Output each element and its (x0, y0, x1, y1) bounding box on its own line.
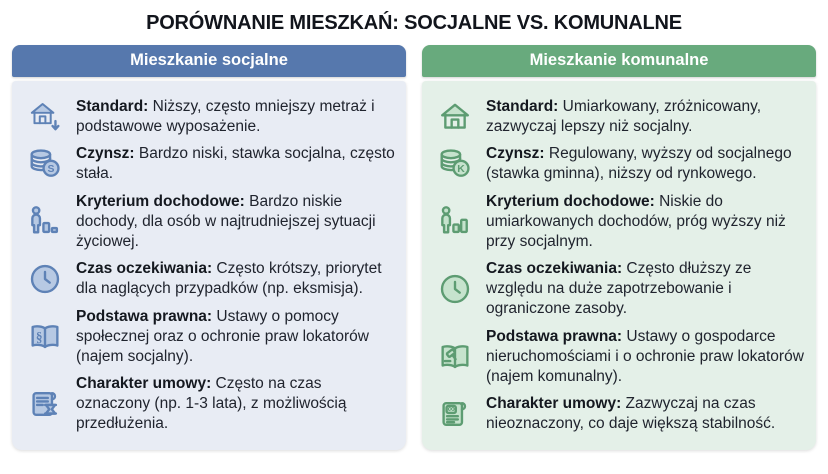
svg-text:∞: ∞ (447, 404, 455, 416)
comparison-board (0, 45, 828, 450)
row-label: Czynsz: (76, 145, 135, 163)
clock-icon (24, 260, 66, 298)
svg-text:S: S (47, 164, 55, 176)
row-description: Ustawy o pomocy społecznej oraz o ochronie praw lokatorów (najem socjalny). (76, 307, 369, 365)
column-komunalne-body (422, 81, 816, 450)
page-title: PORÓWNANIE MIESZKAŃ: SOCJALNE VS. KOMUNALNE (146, 12, 682, 34)
row-label: Charakter umowy: (486, 395, 622, 413)
row-text (486, 327, 806, 387)
row-description: Regulowany, wyższy od socjalnego (stawka gminna), niższy od rynkowego. (486, 145, 792, 183)
book-paragraph-icon (24, 318, 66, 356)
row-description: Bardzo niskie dochody, dla osób w najtrudniejszej sytuacji życiowej. (76, 192, 376, 250)
comparison-row-komunalne-2 (434, 192, 806, 252)
house-arrow-down-icon (24, 98, 66, 136)
row-label: Kryterium dochodowe: (76, 192, 245, 210)
coins-k-icon (434, 145, 476, 183)
coins-s-icon (24, 145, 66, 183)
row-label: Standard: (76, 97, 149, 115)
row-label: Charakter umowy: (76, 375, 212, 393)
scroll-hourglass-icon (24, 385, 66, 423)
row-text (486, 97, 806, 137)
row-text (76, 144, 396, 184)
book-gavel-icon (434, 338, 476, 376)
row-description: Niższy, często mniejszy metraż i podstawowe wyposażenie. (76, 97, 375, 135)
row-text (486, 259, 806, 319)
row-text (76, 97, 396, 137)
row-text (76, 307, 396, 367)
row-description: Niskie do umiarkowanych dochodów, próg wyższy niż przy socjalnym. (486, 192, 786, 250)
person-income-low-icon (24, 203, 66, 241)
svg-text:§: § (35, 329, 43, 345)
row-label: Podstawa prawna: (76, 307, 213, 325)
row-description: Zazwyczaj na czas nieoznaczony, co daje większą stabilność. (486, 395, 776, 433)
row-text (76, 374, 396, 434)
comparison-row-socjalne-4 (24, 307, 396, 367)
row-label: Kryterium dochodowe: (486, 192, 655, 210)
person-income-up-icon (434, 203, 476, 241)
row-label: Standard: (486, 97, 559, 115)
row-description: Bardzo niski, stawka socjalna, często stała. (76, 145, 395, 183)
comparison-row-socjalne-5 (24, 374, 396, 434)
column-socjalne-body (12, 81, 406, 450)
row-text (76, 192, 396, 252)
comparison-row-komunalne-4 (434, 327, 806, 387)
comparison-row-komunalne-5 (434, 394, 806, 434)
column-socjalne (12, 45, 406, 450)
row-label: Czas oczekiwania: (486, 260, 623, 278)
row-label: Czynsz: (486, 145, 545, 163)
scroll-infinity-icon (434, 395, 476, 433)
comparison-row-socjalne-3 (24, 259, 396, 299)
column-socjalne-header: Mieszkanie socjalne (12, 45, 406, 77)
row-description: Ustawy o gospodarce nieruchomościami i o ochronie praw lokatorów (najem komunalny). (486, 327, 804, 385)
clock-icon (434, 270, 476, 308)
comparison-row-komunalne-1 (434, 144, 806, 184)
comparison-row-komunalne-3 (434, 259, 806, 319)
row-description: Umiarkowany, zróżnicowany, zazwyczaj lepszy niż socjalny. (486, 97, 762, 135)
row-text (76, 259, 396, 299)
comparison-row-socjalne-0 (24, 97, 396, 137)
row-text (486, 144, 806, 184)
row-description: Często na czas oznaczony (np. 1-3 lata), z możliwością przedłużenia. (76, 375, 347, 433)
row-label: Podstawa prawna: (486, 327, 623, 345)
row-text (486, 394, 806, 434)
row-text (486, 192, 806, 252)
column-komunalne-header: Mieszkanie komunalne (422, 45, 816, 77)
svg-text:K: K (457, 164, 465, 176)
column-komunalne (422, 45, 816, 450)
row-label: Czas oczekiwania: (76, 260, 213, 278)
row-description: Często krótszy, priorytet dla naglących przypadków (np. eksmisja). (76, 260, 382, 298)
comparison-row-komunalne-0 (434, 97, 806, 137)
row-description: Często dłuższy ze względu na duże zapotrzebowanie i ograniczone zasoby. (486, 260, 752, 318)
house-icon (434, 98, 476, 136)
comparison-row-socjalne-1 (24, 144, 396, 184)
comparison-row-socjalne-2 (24, 192, 396, 252)
